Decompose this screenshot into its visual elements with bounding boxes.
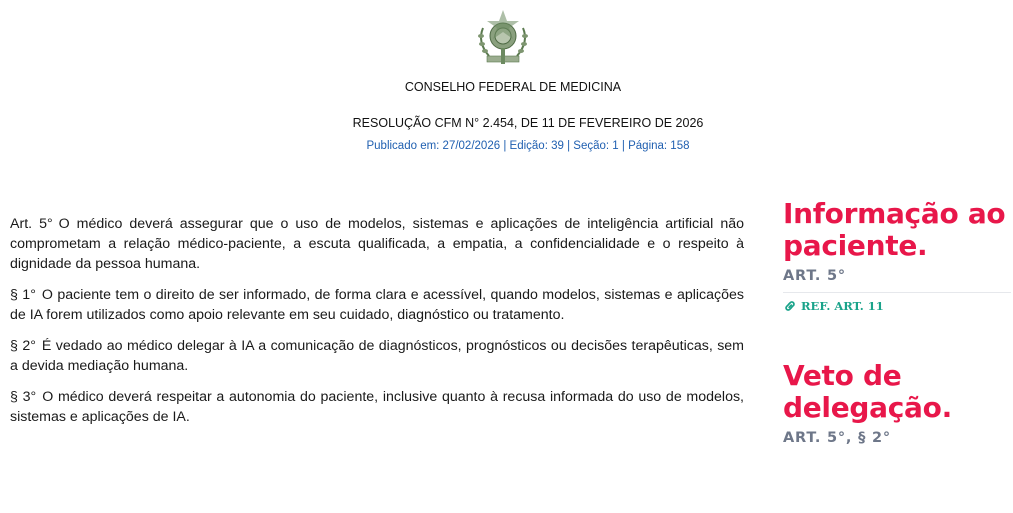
publication-info: [0, 140, 1013, 152]
cross-reference-label: REF. ART. 11: [801, 299, 884, 313]
paragraph-text: O paciente tem o direito de ser informado, de forma clara e acessível, quando modelos, sistemas e aplicações de IA forem utilizados como apoio relevante em seu cuidado, diagnóstico ou tratamento.: [10, 287, 745, 323]
annotation-title-line: paciente.: [783, 229, 928, 262]
link-icon: [783, 299, 797, 313]
annotation-title: [783, 360, 1013, 424]
article-body: [10, 214, 744, 438]
annotation-title: [783, 198, 1013, 262]
article-caput: [10, 214, 744, 274]
publication-date-link[interactable]: Publicado em: 27/02/2026: [366, 140, 501, 152]
paragraph-2: [10, 336, 744, 376]
section-link[interactable]: Seção: 1: [573, 140, 619, 152]
article-label: Art. 5°: [10, 216, 53, 232]
annotation-title-line: Veto de: [783, 359, 902, 392]
cross-reference-link[interactable]: [783, 299, 1013, 313]
page-link[interactable]: Página: 158: [628, 140, 690, 152]
paragraph-text: É vedado ao médico delegar à IA a comunicação de diagnósticos, prognósticos ou decisões terapêuticas, sem a devida mediação humana.: [10, 338, 744, 374]
paragraph-label: § 2°: [10, 338, 36, 354]
annotation-title-line: Informação ao: [783, 197, 1006, 230]
organization-name: CONSELHO FEDERAL DE MEDICINA: [404, 80, 622, 94]
article-caput-text: O médico deverá assegurar que o uso de modelos, sistemas e aplicações de inteligência artificial não comprometam a relação médico-paciente, a escuta qualificada, a empatia, a confidencialidade e o respeito à dignidade da pessoa humana.: [10, 216, 744, 272]
coat-of-arms-icon: [471, 6, 535, 70]
annotation-title-line: delegação.: [783, 391, 952, 424]
paragraph-3: [10, 387, 744, 427]
resolution-title: RESOLUÇÃO CFM N° 2.454, DE 11 DE FEVEREIRO DE 2026: [352, 116, 704, 130]
annotation-article-ref: ART. 5°: [783, 268, 846, 284]
edition-link[interactable]: Edição: 39: [509, 140, 564, 152]
annotation-card-delegation: [783, 360, 1013, 446]
paragraph-label: § 3°: [10, 389, 37, 405]
paragraph-label: § 1°: [10, 287, 36, 303]
separator: |: [567, 140, 571, 152]
paragraph-text: O médico deverá respeitar a autonomia do paciente, inclusive quanto à recusa informada do uso de modelos, sistemas e aplicações de IA.: [10, 389, 744, 425]
divider: [783, 292, 1011, 293]
annotation-article-ref: ART. 5°, § 2°: [783, 430, 891, 446]
separator: |: [503, 140, 507, 152]
annotation-card-information: [783, 198, 1013, 313]
paragraph-1: [10, 285, 744, 325]
separator: |: [621, 140, 625, 152]
